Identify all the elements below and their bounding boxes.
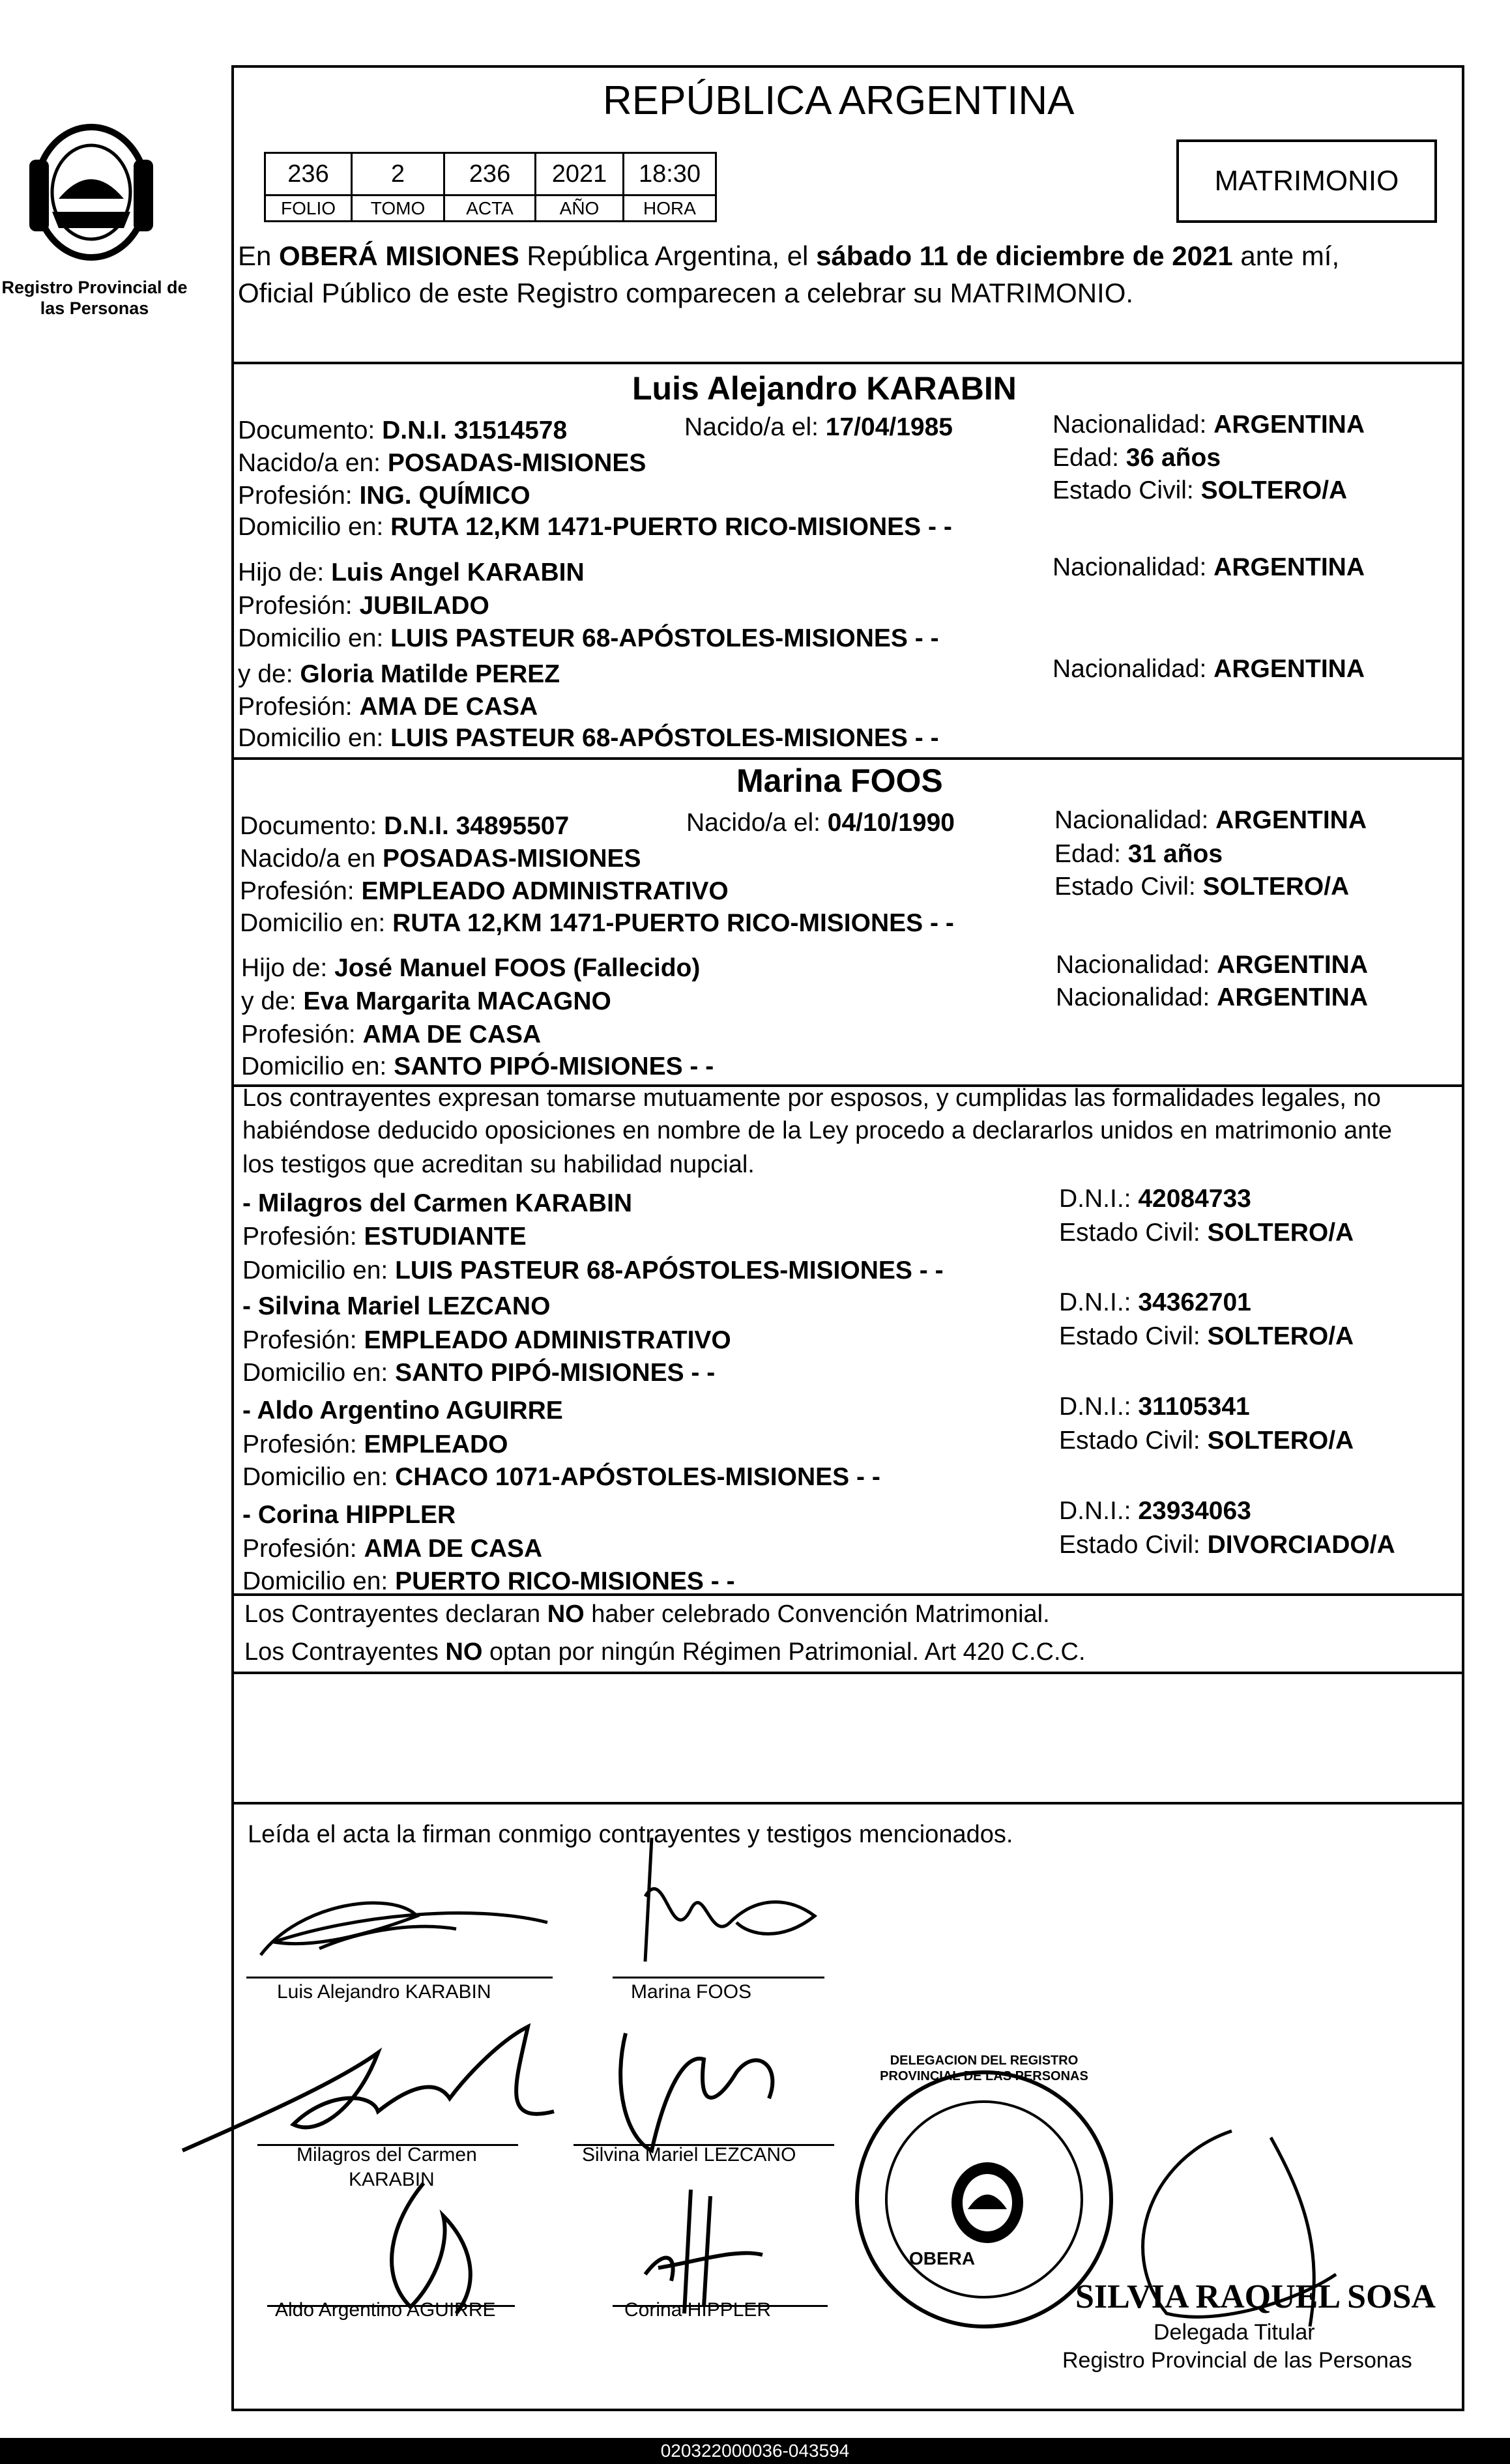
official-title: Delegada Titular	[1154, 2320, 1315, 2345]
stamp-text	[909, 2248, 975, 2269]
value: SOLTERO/A	[1202, 873, 1350, 901]
stamp-top: DELEGACION DEL REGISTRO PROVINCIAL DE LAS PERSONAS	[880, 2053, 1088, 2083]
stamp-bottom: OBERA	[909, 2248, 976, 2268]
label: Estado Civil:	[1059, 1427, 1208, 1455]
witness2-civil	[1059, 1320, 1354, 1353]
spouse1-profession	[238, 480, 530, 512]
spouse2-birthplace	[240, 843, 641, 875]
value: JUBILADO	[359, 592, 489, 620]
label: Domicilio en:	[238, 624, 391, 652]
folio-value: 236	[264, 152, 353, 196]
tomo-value: 2	[353, 152, 445, 196]
value: Eva Margarita MACAGNO	[303, 987, 611, 1015]
province-seal-icon	[13, 114, 156, 283]
value: EMPLEADO ADMINISTRATIVO	[361, 877, 729, 905]
spouse1-documento	[238, 414, 567, 447]
label: y de:	[238, 660, 300, 688]
footer-bar	[0, 2438, 1510, 2464]
value: ING. QUÍMICO	[359, 482, 530, 510]
value: 23934063	[1138, 1497, 1251, 1525]
label: Nacido/a en	[240, 845, 383, 873]
signature-luis-icon	[222, 1877, 560, 1975]
intro-text: ante mí,	[1232, 240, 1340, 271]
value: ARGENTINA	[1213, 411, 1365, 439]
declaration-line-2: habiéndose deducido oposiciones en nombre de la Ley procedo a declararlos unidos en matrimonio ante	[242, 1117, 1392, 1144]
label: Profesión:	[241, 1021, 363, 1049]
signature-label-1: Luis Alejandro KARABIN	[277, 1981, 491, 2003]
witness4-profession	[242, 1533, 542, 1565]
value: 34362701	[1138, 1288, 1251, 1316]
label: Profesión:	[242, 1535, 364, 1563]
value: SOLTERO/A	[1207, 1219, 1354, 1247]
record-table	[264, 152, 717, 222]
spouse1-civil	[1053, 474, 1347, 507]
spouse1-mother-nat	[1053, 653, 1365, 686]
spouse2-profession	[240, 875, 729, 908]
value: ARGENTINA	[1217, 951, 1369, 979]
label: Estado Civil:	[1053, 476, 1201, 504]
value: CHACO 1071-APÓSTOLES-MISIONES - -	[395, 1463, 880, 1491]
doc-type: MATRIMONIO	[1214, 165, 1399, 197]
value: LUIS PASTEUR 68-APÓSTOLES-MISIONES - -	[390, 624, 939, 652]
intro-date: sábado 11 de diciembre de 2021	[816, 240, 1233, 271]
signature-line-1	[246, 1977, 553, 1978]
label: D.N.I.:	[1059, 1288, 1139, 1316]
spouse1-mother-prof	[238, 691, 538, 723]
value: ARGENTINA	[1217, 983, 1369, 1011]
spouse2-mother-nat	[1056, 981, 1368, 1014]
value: SOLTERO/A	[1207, 1427, 1354, 1455]
label: Hijo de:	[241, 954, 335, 982]
value: EMPLEADO	[364, 1430, 508, 1458]
signature-label-6: Corina HIPPLER	[624, 2299, 772, 2321]
official-signature-icon	[1075, 2118, 1440, 2353]
value: POSADAS-MISIONES	[382, 845, 641, 873]
label: Domicilio en:	[242, 1567, 396, 1595]
spouse1-mother	[238, 658, 560, 691]
label: Nacionalidad:	[1054, 806, 1216, 834]
spouse1-birthdate	[684, 411, 953, 444]
label: Profesión:	[242, 1223, 364, 1251]
closing-text: Leída el acta la firman conmigo contrayentes y testigos mencionados.	[248, 1821, 1013, 1848]
spouse1-age	[1053, 442, 1221, 474]
label: Profesión:	[238, 482, 360, 510]
witness1-address	[242, 1254, 944, 1287]
label: Nacido/a el:	[684, 413, 826, 441]
witness4-address	[242, 1565, 735, 1598]
spouse2-civil	[1054, 871, 1349, 903]
signature-line-2	[613, 1977, 824, 1978]
spouse2-documento	[240, 810, 569, 843]
signature-label-5: Aldo Argentino AGUIRRE	[275, 2299, 496, 2321]
signature-silvina-icon	[587, 2007, 795, 2164]
intro-text: En	[238, 240, 280, 271]
label: y de:	[241, 987, 304, 1015]
witness2-profession	[242, 1324, 731, 1357]
value: PUERTO RICO-MISIONES - -	[395, 1567, 735, 1595]
value: Gloria Matilde PEREZ	[300, 660, 560, 688]
value: LUIS PASTEUR 68-APÓSTOLES-MISIONES - -	[390, 724, 939, 752]
divider-spouse1	[231, 362, 1464, 364]
folio-header: FOLIO	[264, 196, 353, 222]
label: D.N.I.:	[1059, 1185, 1139, 1213]
label: Domicilio en:	[238, 513, 391, 541]
label: Domicilio en:	[242, 1463, 396, 1491]
value: Luis Angel KARABIN	[331, 558, 585, 587]
text-bold: NO	[547, 1601, 585, 1628]
divider-closing	[231, 1802, 1464, 1805]
value: José Manuel FOOS (Fallecido)	[334, 954, 701, 982]
label: Domicilio en:	[242, 1359, 396, 1387]
value: 31105341	[1138, 1393, 1250, 1421]
label: Domicilio en:	[242, 1256, 396, 1284]
spouse1-nationality	[1053, 409, 1365, 441]
value: DIVORCIADO/A	[1207, 1531, 1395, 1559]
footer-code: 020322000036-043594	[660, 2441, 850, 2461]
signature-label-3a: Milagros del Carmen	[297, 2144, 477, 2166]
registry-label-left	[0, 277, 189, 319]
value: D.N.I. 31514578	[382, 416, 568, 444]
value: LUIS PASTEUR 68-APÓSTOLES-MISIONES - -	[395, 1256, 944, 1284]
label: Documento:	[240, 812, 385, 840]
intro-city: OBERÁ MISIONES	[279, 240, 519, 271]
label: Nacionalidad:	[1056, 951, 1217, 979]
text: Los Contrayentes declaran	[244, 1601, 547, 1628]
spouse1-father-addr	[238, 622, 939, 655]
spouse2-name: Marina FOOS	[736, 762, 943, 799]
value: EMPLEADO ADMINISTRATIVO	[364, 1326, 731, 1354]
text: haber celebrado Convención Matrimonial.	[584, 1601, 1050, 1628]
value: 31 años	[1127, 840, 1223, 868]
value: RUTA 12,KM 1471-PUERTO RICO-MISIONES - -	[390, 513, 952, 541]
spouse2-address	[240, 907, 954, 940]
spouse2-mother-addr	[241, 1051, 714, 1083]
record-values-row	[264, 152, 717, 196]
witness1-name: - Milagros del Carmen KARABIN	[242, 1189, 633, 1217]
value: ARGENTINA	[1213, 553, 1365, 581]
spouse2-father	[241, 952, 700, 985]
hora-header: HORA	[624, 196, 717, 222]
value: AMA DE CASA	[359, 693, 538, 721]
value: ARGENTINA	[1213, 655, 1365, 683]
value: D.N.I. 34895507	[384, 812, 570, 840]
anio-header: AÑO	[536, 196, 624, 222]
signature-label-4: Silvina Mariel LEZCANO	[582, 2144, 796, 2166]
intro-line-1	[238, 240, 1339, 272]
witness3-name: - Aldo Argentino AGUIRRE	[242, 1397, 563, 1425]
value: ESTUDIANTE	[364, 1223, 527, 1251]
value: 17/04/1985	[825, 413, 953, 441]
text: Los Contrayentes	[244, 1638, 446, 1666]
divider-spouse2	[231, 757, 1464, 760]
value: SANTO PIPÓ-MISIONES - -	[394, 1052, 714, 1080]
label: Estado Civil:	[1054, 873, 1203, 901]
value: 36 años	[1125, 444, 1221, 472]
official-name: SILVIA RAQUEL SOSA	[1075, 2278, 1436, 2315]
convention-line-2	[244, 1636, 1086, 1668]
text: optan por ningún Régimen Patrimonial. Art 420 C.C.C.	[482, 1638, 1086, 1666]
label: Nacido/a en:	[238, 449, 388, 477]
witness4-dni	[1059, 1495, 1251, 1528]
signature-marina-icon	[606, 1818, 841, 1981]
value: 04/10/1990	[827, 809, 955, 837]
spouse2-mother	[241, 985, 611, 1018]
spouse1-father-prof	[238, 590, 489, 622]
stamp-ring-text	[867, 2053, 1101, 2084]
value: 42084733	[1138, 1185, 1251, 1213]
intro-text: República Argentina, el	[519, 240, 817, 271]
country-title: REPÚBLICA ARGENTINA	[603, 78, 1075, 123]
witness2-dni	[1059, 1286, 1251, 1319]
witness1-civil	[1059, 1217, 1354, 1249]
value: SOLTERO/A	[1207, 1322, 1354, 1350]
spouse2-mother-prof	[241, 1019, 541, 1051]
witness1-dni	[1059, 1183, 1251, 1215]
record-headers-row	[264, 196, 717, 222]
label: Domicilio en:	[240, 909, 393, 937]
value: AMA DE CASA	[362, 1021, 542, 1049]
label: Profesión:	[240, 877, 362, 905]
witness2-address	[242, 1357, 715, 1389]
signature-label-3b: KARABIN	[349, 2169, 435, 2190]
spouse1-father-nat	[1053, 551, 1365, 584]
acta-header: ACTA	[445, 196, 536, 222]
value: RUTA 12,KM 1471-PUERTO RICO-MISIONES - -	[392, 909, 954, 937]
label: Nacionalidad:	[1056, 983, 1217, 1011]
tomo-header: TOMO	[353, 196, 445, 222]
witness3-dni	[1059, 1391, 1250, 1423]
value: AMA DE CASA	[364, 1535, 543, 1563]
label: Estado Civil:	[1059, 1531, 1208, 1559]
label: D.N.I.:	[1059, 1393, 1139, 1421]
spouse1-address	[238, 511, 952, 544]
label: Estado Civil:	[1059, 1322, 1208, 1350]
value: ARGENTINA	[1215, 806, 1367, 834]
acta-value: 236	[445, 152, 536, 196]
spouse1-name: Luis Alejandro KARABIN	[632, 370, 1017, 407]
witness1-profession	[242, 1221, 527, 1253]
declaration-line-3: los testigos que acreditan su habilidad nupcial.	[242, 1151, 755, 1178]
spouse2-birthdate	[686, 807, 955, 839]
declaration-line-1: Los contrayentes expresan tomarse mutuamente por esposos, y cumplidas las formalidades legales, no	[242, 1084, 1381, 1112]
spouse2-age	[1054, 838, 1223, 871]
label: Estado Civil:	[1059, 1219, 1208, 1247]
witness3-profession	[242, 1428, 508, 1461]
official-org: Registro Provincial de las Personas	[1062, 2348, 1412, 2373]
convention-line-1	[244, 1598, 1050, 1631]
label: Nacionalidad:	[1053, 411, 1214, 439]
signature-label-2: Marina FOOS	[631, 1981, 752, 2003]
intro-line-2: Oficial Público de este Registro comparecen a celebrar su MATRIMONIO.	[238, 278, 1134, 308]
label: Nacionalidad:	[1053, 655, 1214, 683]
label: Hijo de:	[238, 558, 332, 587]
spouse2-father-nat	[1056, 949, 1368, 981]
value: SOLTERO/A	[1200, 476, 1348, 504]
label: Edad:	[1054, 840, 1128, 868]
label: Profesión:	[238, 592, 360, 620]
registry-name: Registro Provincial de las Personas	[1, 278, 188, 318]
label: Profesión:	[242, 1430, 364, 1458]
text-bold: NO	[445, 1638, 483, 1666]
witness2-name: - Silvina Mariel LEZCANO	[242, 1292, 551, 1320]
spouse2-nationality	[1054, 804, 1367, 837]
witness4-name: - Corina HIPPLER	[242, 1501, 456, 1529]
province-seal-logo	[13, 114, 156, 283]
label: Edad:	[1053, 444, 1126, 472]
divider-blank	[231, 1672, 1464, 1674]
spouse1-mother-addr	[238, 722, 939, 755]
label: D.N.I.:	[1059, 1497, 1139, 1525]
label: Domicilio en:	[241, 1052, 394, 1080]
witness4-civil	[1059, 1529, 1395, 1561]
doc-type-box	[1176, 139, 1437, 223]
label: Profesión:	[238, 693, 360, 721]
witness3-address	[242, 1461, 880, 1494]
value: SANTO PIPÓ-MISIONES - -	[395, 1359, 716, 1387]
label: Profesión:	[242, 1326, 364, 1354]
hora-value: 18:30	[624, 152, 717, 196]
label: Domicilio en:	[238, 724, 391, 752]
label: Documento:	[238, 416, 383, 444]
anio-value: 2021	[536, 152, 624, 196]
signature-milagros-icon	[163, 2014, 567, 2164]
value: POSADAS-MISIONES	[387, 449, 646, 477]
label: Nacido/a el:	[686, 809, 828, 837]
spouse1-birthplace	[238, 447, 646, 480]
label: Nacionalidad:	[1053, 553, 1214, 581]
spouse1-father	[238, 557, 585, 589]
witness3-civil	[1059, 1425, 1354, 1457]
